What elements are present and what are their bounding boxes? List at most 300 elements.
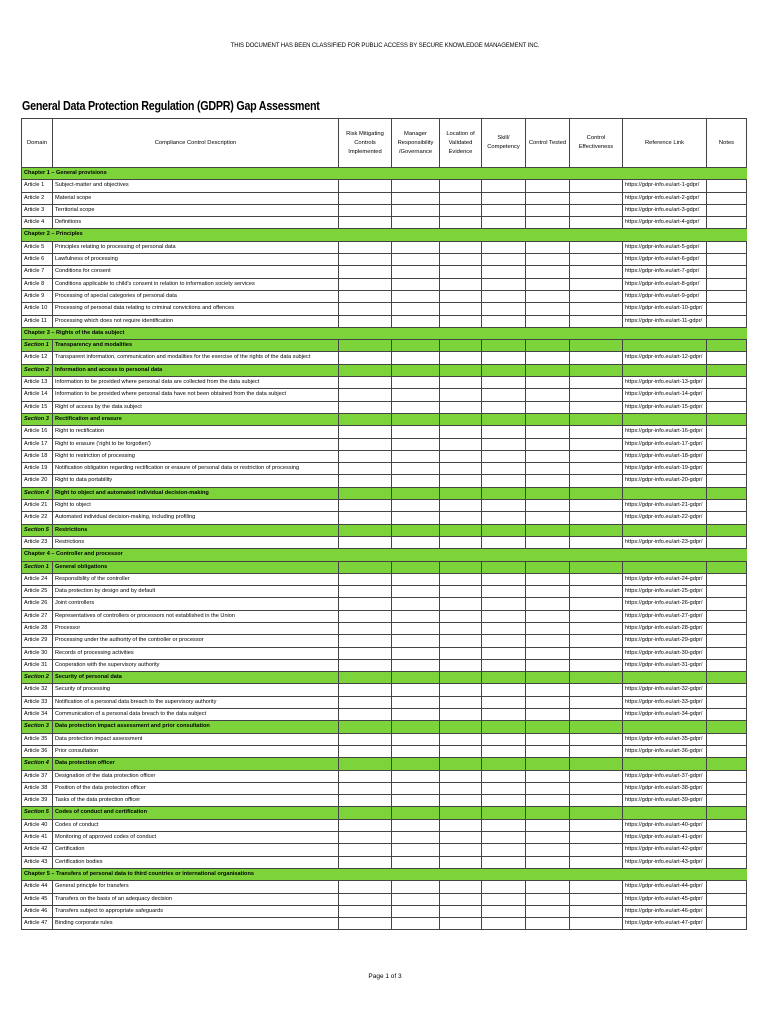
article-row bbox=[22, 450, 747, 462]
empty-cell bbox=[707, 401, 747, 413]
empty-cell bbox=[526, 524, 570, 536]
reference-link[interactable]: https://gdpr-info.eu/art-33-gdpr/ bbox=[623, 696, 707, 708]
empty-cell bbox=[339, 684, 392, 696]
article-row bbox=[22, 426, 747, 438]
empty-cell bbox=[526, 315, 570, 327]
reference-link[interactable]: https://gdpr-info.eu/art-40-gdpr/ bbox=[623, 819, 707, 831]
empty-cell bbox=[392, 758, 440, 770]
empty-cell bbox=[339, 241, 392, 253]
empty-cell bbox=[707, 832, 747, 844]
empty-cell bbox=[440, 438, 482, 450]
article-row bbox=[22, 795, 747, 807]
empty-cell bbox=[526, 340, 570, 352]
header-manager-responsibility: Manager Responsibility /Governance bbox=[392, 119, 440, 168]
reference-link[interactable]: https://gdpr-info.eu/art-26-gdpr/ bbox=[623, 598, 707, 610]
reference-link[interactable]: https://gdpr-info.eu/art-24-gdpr/ bbox=[623, 573, 707, 585]
reference-link[interactable]: https://gdpr-info.eu/art-19-gdpr/ bbox=[623, 463, 707, 475]
empty-cell bbox=[392, 586, 440, 598]
empty-cell bbox=[707, 352, 747, 364]
empty-cell bbox=[482, 450, 526, 462]
empty-cell bbox=[482, 672, 526, 684]
article-description: Communication of a personal data breach to the data subject bbox=[53, 709, 339, 721]
article-description: Notification obligation regarding rectification or erasure of personal data or restriction of processing bbox=[53, 463, 339, 475]
empty-cell bbox=[440, 745, 482, 757]
article-description: Representatives of controllers or processors not established in the Union bbox=[53, 610, 339, 622]
reference-link[interactable]: https://gdpr-info.eu/art-30-gdpr/ bbox=[623, 647, 707, 659]
empty-cell bbox=[623, 340, 707, 352]
empty-cell bbox=[339, 573, 392, 585]
empty-cell bbox=[392, 610, 440, 622]
empty-cell bbox=[482, 610, 526, 622]
reference-link[interactable]: https://gdpr-info.eu/art-32-gdpr/ bbox=[623, 684, 707, 696]
empty-cell bbox=[392, 426, 440, 438]
empty-cell bbox=[392, 401, 440, 413]
empty-cell bbox=[570, 463, 623, 475]
empty-cell bbox=[570, 696, 623, 708]
empty-cell bbox=[623, 229, 707, 241]
empty-cell bbox=[392, 856, 440, 868]
empty-cell bbox=[392, 893, 440, 905]
empty-cell bbox=[482, 795, 526, 807]
empty-cell bbox=[440, 204, 482, 216]
empty-cell bbox=[440, 893, 482, 905]
empty-cell bbox=[339, 696, 392, 708]
empty-cell bbox=[339, 475, 392, 487]
article-domain: Article 3 bbox=[22, 204, 53, 216]
empty-cell bbox=[339, 536, 392, 548]
chapter-row bbox=[22, 327, 747, 339]
article-domain: Article 29 bbox=[22, 635, 53, 647]
empty-cell bbox=[526, 795, 570, 807]
empty-cell bbox=[440, 500, 482, 512]
empty-cell bbox=[440, 352, 482, 364]
empty-cell bbox=[339, 192, 392, 204]
empty-cell bbox=[623, 524, 707, 536]
reference-link[interactable]: https://gdpr-info.eu/art-2-gdpr/ bbox=[623, 192, 707, 204]
empty-cell bbox=[440, 610, 482, 622]
empty-cell bbox=[707, 844, 747, 856]
empty-cell bbox=[440, 622, 482, 634]
article-row bbox=[22, 204, 747, 216]
article-description: Monitoring of approved codes of conduct bbox=[53, 832, 339, 844]
reference-link[interactable]: https://gdpr-info.eu/art-14-gdpr/ bbox=[623, 389, 707, 401]
document-title: General Data Protection Regulation (GDPR) Gap Assessment bbox=[22, 99, 320, 113]
empty-cell bbox=[392, 192, 440, 204]
empty-cell bbox=[707, 450, 747, 462]
empty-cell bbox=[392, 290, 440, 302]
empty-cell bbox=[707, 413, 747, 425]
empty-cell bbox=[623, 364, 707, 376]
empty-cell bbox=[440, 733, 482, 745]
reference-link[interactable]: https://gdpr-info.eu/art-11-gdpr/ bbox=[623, 315, 707, 327]
empty-cell bbox=[526, 696, 570, 708]
reference-link[interactable]: https://gdpr-info.eu/art-1-gdpr/ bbox=[623, 180, 707, 192]
empty-cell bbox=[707, 733, 747, 745]
empty-cell bbox=[526, 881, 570, 893]
empty-cell bbox=[707, 192, 747, 204]
empty-cell bbox=[482, 500, 526, 512]
article-row bbox=[22, 438, 747, 450]
section-domain: Section 5 bbox=[22, 524, 53, 536]
reference-link[interactable]: https://gdpr-info.eu/art-35-gdpr/ bbox=[623, 733, 707, 745]
empty-cell bbox=[392, 241, 440, 253]
empty-cell bbox=[440, 241, 482, 253]
empty-cell bbox=[526, 659, 570, 671]
empty-cell bbox=[707, 647, 747, 659]
chapter-row bbox=[22, 229, 747, 241]
empty-cell bbox=[392, 377, 440, 389]
empty-cell bbox=[339, 782, 392, 794]
article-domain: Article 44 bbox=[22, 881, 53, 893]
header-control-effectiveness: Control Effectiveness bbox=[570, 119, 623, 168]
empty-cell bbox=[440, 832, 482, 844]
empty-cell bbox=[392, 832, 440, 844]
empty-cell bbox=[392, 217, 440, 229]
empty-cell bbox=[707, 745, 747, 757]
empty-cell bbox=[570, 487, 623, 499]
reference-link[interactable]: https://gdpr-info.eu/art-9-gdpr/ bbox=[623, 290, 707, 302]
article-row bbox=[22, 684, 747, 696]
article-row bbox=[22, 352, 747, 364]
empty-cell bbox=[526, 463, 570, 475]
section-row bbox=[22, 807, 747, 819]
empty-cell bbox=[392, 918, 440, 930]
empty-cell bbox=[526, 733, 570, 745]
article-row bbox=[22, 573, 747, 585]
empty-cell bbox=[440, 536, 482, 548]
empty-cell bbox=[707, 438, 747, 450]
reference-link[interactable]: https://gdpr-info.eu/art-38-gdpr/ bbox=[623, 782, 707, 794]
empty-cell bbox=[623, 549, 707, 561]
empty-cell bbox=[339, 832, 392, 844]
empty-cell bbox=[392, 438, 440, 450]
empty-cell bbox=[570, 303, 623, 315]
reference-link[interactable]: https://gdpr-info.eu/art-21-gdpr/ bbox=[623, 500, 707, 512]
empty-cell bbox=[570, 389, 623, 401]
article-domain: Article 10 bbox=[22, 303, 53, 315]
empty-cell bbox=[392, 905, 440, 917]
article-description: Processing under the authority of the controller or processor bbox=[53, 635, 339, 647]
empty-cell bbox=[707, 315, 747, 327]
reference-link[interactable]: https://gdpr-info.eu/art-43-gdpr/ bbox=[623, 856, 707, 868]
reference-link[interactable]: https://gdpr-info.eu/art-20-gdpr/ bbox=[623, 475, 707, 487]
article-description: Security of processing bbox=[53, 684, 339, 696]
article-row bbox=[22, 832, 747, 844]
empty-cell bbox=[570, 598, 623, 610]
empty-cell bbox=[526, 684, 570, 696]
article-domain: Article 41 bbox=[22, 832, 53, 844]
reference-link[interactable]: https://gdpr-info.eu/art-39-gdpr/ bbox=[623, 795, 707, 807]
empty-cell bbox=[339, 598, 392, 610]
empty-cell bbox=[482, 684, 526, 696]
empty-cell bbox=[339, 315, 392, 327]
reference-link[interactable]: https://gdpr-info.eu/art-46-gdpr/ bbox=[623, 905, 707, 917]
chapter-title: Chapter 1 – General provisions bbox=[22, 168, 623, 180]
article-domain: Article 45 bbox=[22, 893, 53, 905]
empty-cell bbox=[482, 389, 526, 401]
section-domain: Section 3 bbox=[22, 721, 53, 733]
empty-cell bbox=[707, 819, 747, 831]
article-row bbox=[22, 180, 747, 192]
reference-link[interactable]: https://gdpr-info.eu/art-13-gdpr/ bbox=[623, 377, 707, 389]
empty-cell bbox=[440, 672, 482, 684]
article-description: Data protection impact assessment bbox=[53, 733, 339, 745]
article-row bbox=[22, 893, 747, 905]
reference-link[interactable]: https://gdpr-info.eu/art-15-gdpr/ bbox=[623, 401, 707, 413]
reference-link[interactable]: https://gdpr-info.eu/art-42-gdpr/ bbox=[623, 844, 707, 856]
reference-link[interactable]: https://gdpr-info.eu/art-6-gdpr/ bbox=[623, 254, 707, 266]
empty-cell bbox=[482, 204, 526, 216]
empty-cell bbox=[526, 758, 570, 770]
reference-link[interactable]: https://gdpr-info.eu/art-41-gdpr/ bbox=[623, 832, 707, 844]
empty-cell bbox=[440, 340, 482, 352]
article-description: Definitions bbox=[53, 217, 339, 229]
empty-cell bbox=[526, 586, 570, 598]
article-description: Conditions for consent bbox=[53, 266, 339, 278]
empty-cell bbox=[526, 721, 570, 733]
empty-cell bbox=[339, 500, 392, 512]
header-control-tested: Control Tested bbox=[526, 119, 570, 168]
article-row bbox=[22, 241, 747, 253]
empty-cell bbox=[440, 844, 482, 856]
empty-cell bbox=[570, 918, 623, 930]
empty-cell bbox=[482, 463, 526, 475]
empty-cell bbox=[392, 782, 440, 794]
empty-cell bbox=[707, 536, 747, 548]
article-row bbox=[22, 463, 747, 475]
empty-cell bbox=[570, 377, 623, 389]
empty-cell bbox=[526, 536, 570, 548]
empty-cell bbox=[440, 782, 482, 794]
section-domain: Section 4 bbox=[22, 758, 53, 770]
section-description: Security of personal data bbox=[53, 672, 339, 684]
empty-cell bbox=[707, 598, 747, 610]
reference-link[interactable]: https://gdpr-info.eu/art-16-gdpr/ bbox=[623, 426, 707, 438]
empty-cell bbox=[482, 377, 526, 389]
article-row bbox=[22, 278, 747, 290]
reference-link[interactable]: https://gdpr-info.eu/art-8-gdpr/ bbox=[623, 278, 707, 290]
reference-link[interactable]: https://gdpr-info.eu/art-28-gdpr/ bbox=[623, 622, 707, 634]
section-description: Information and access to personal data bbox=[53, 364, 339, 376]
reference-link[interactable]: https://gdpr-info.eu/art-4-gdpr/ bbox=[623, 217, 707, 229]
article-description: Transfers subject to appropriate safeguards bbox=[53, 905, 339, 917]
article-domain: Article 22 bbox=[22, 512, 53, 524]
empty-cell bbox=[482, 635, 526, 647]
empty-cell bbox=[482, 918, 526, 930]
empty-cell bbox=[623, 487, 707, 499]
empty-cell bbox=[526, 278, 570, 290]
article-domain: Article 39 bbox=[22, 795, 53, 807]
empty-cell bbox=[526, 426, 570, 438]
article-description: Processor bbox=[53, 622, 339, 634]
empty-cell bbox=[339, 217, 392, 229]
reference-link[interactable]: https://gdpr-info.eu/art-25-gdpr/ bbox=[623, 586, 707, 598]
article-description: Material scope bbox=[53, 192, 339, 204]
reference-link[interactable]: https://gdpr-info.eu/art-37-gdpr/ bbox=[623, 770, 707, 782]
empty-cell bbox=[570, 905, 623, 917]
reference-link[interactable]: https://gdpr-info.eu/art-18-gdpr/ bbox=[623, 450, 707, 462]
article-domain: Article 17 bbox=[22, 438, 53, 450]
article-row bbox=[22, 536, 747, 548]
empty-cell bbox=[482, 721, 526, 733]
empty-cell bbox=[482, 782, 526, 794]
reference-link[interactable]: https://gdpr-info.eu/art-23-gdpr/ bbox=[623, 536, 707, 548]
empty-cell bbox=[392, 303, 440, 315]
reference-link[interactable]: https://gdpr-info.eu/art-27-gdpr/ bbox=[623, 610, 707, 622]
empty-cell bbox=[526, 438, 570, 450]
empty-cell bbox=[339, 561, 392, 573]
article-description: Transfers on the basis of an adequacy decision bbox=[53, 893, 339, 905]
empty-cell bbox=[339, 770, 392, 782]
chapter-row bbox=[22, 868, 747, 880]
empty-cell bbox=[339, 745, 392, 757]
empty-cell bbox=[707, 340, 747, 352]
empty-cell bbox=[339, 352, 392, 364]
empty-cell bbox=[392, 598, 440, 610]
empty-cell bbox=[339, 450, 392, 462]
reference-link[interactable]: https://gdpr-info.eu/art-29-gdpr/ bbox=[623, 635, 707, 647]
empty-cell bbox=[339, 389, 392, 401]
empty-cell bbox=[707, 610, 747, 622]
reference-link[interactable]: https://gdpr-info.eu/art-7-gdpr/ bbox=[623, 266, 707, 278]
article-row bbox=[22, 290, 747, 302]
empty-cell bbox=[526, 180, 570, 192]
article-domain: Article 47 bbox=[22, 918, 53, 930]
article-domain: Article 35 bbox=[22, 733, 53, 745]
empty-cell bbox=[392, 413, 440, 425]
empty-cell bbox=[707, 770, 747, 782]
article-domain: Article 5 bbox=[22, 241, 53, 253]
article-description: Right to erasure ('right to be forgotten') bbox=[53, 438, 339, 450]
empty-cell bbox=[392, 819, 440, 831]
article-row bbox=[22, 844, 747, 856]
empty-cell bbox=[339, 659, 392, 671]
section-row bbox=[22, 413, 747, 425]
article-row bbox=[22, 856, 747, 868]
empty-cell bbox=[482, 844, 526, 856]
article-description: Tasks of the data protection officer bbox=[53, 795, 339, 807]
empty-cell bbox=[526, 832, 570, 844]
empty-cell bbox=[440, 758, 482, 770]
empty-cell bbox=[482, 881, 526, 893]
empty-cell bbox=[392, 315, 440, 327]
empty-cell bbox=[339, 733, 392, 745]
empty-cell bbox=[570, 647, 623, 659]
article-description: Records of processing activities bbox=[53, 647, 339, 659]
empty-cell bbox=[526, 290, 570, 302]
reference-link[interactable]: https://gdpr-info.eu/art-22-gdpr/ bbox=[623, 512, 707, 524]
chapter-title: Chapter 5 – Transfers of personal data to third countries or international organisations bbox=[22, 868, 623, 880]
header-notes: Notes bbox=[707, 119, 747, 168]
empty-cell bbox=[339, 180, 392, 192]
article-description: Cooperation with the supervisory authority bbox=[53, 659, 339, 671]
chapter-title: Chapter 2 – Principles bbox=[22, 229, 623, 241]
empty-cell bbox=[570, 795, 623, 807]
header-description: Compliance Control Description bbox=[53, 119, 339, 168]
section-description: Rectification and erasure bbox=[53, 413, 339, 425]
article-domain: Article 19 bbox=[22, 463, 53, 475]
article-row bbox=[22, 918, 747, 930]
reference-link[interactable]: https://gdpr-info.eu/art-3-gdpr/ bbox=[623, 204, 707, 216]
article-row bbox=[22, 709, 747, 721]
empty-cell bbox=[440, 426, 482, 438]
article-row bbox=[22, 401, 747, 413]
empty-cell bbox=[339, 918, 392, 930]
reference-link[interactable]: https://gdpr-info.eu/art-47-gdpr/ bbox=[623, 918, 707, 930]
empty-cell bbox=[339, 377, 392, 389]
reference-link[interactable]: https://gdpr-info.eu/art-45-gdpr/ bbox=[623, 893, 707, 905]
article-row bbox=[22, 696, 747, 708]
empty-cell bbox=[339, 463, 392, 475]
article-description: Processing of personal data relating to criminal convictions and offences bbox=[53, 303, 339, 315]
article-domain: Article 38 bbox=[22, 782, 53, 794]
empty-cell bbox=[440, 254, 482, 266]
empty-cell bbox=[570, 192, 623, 204]
header-risk-mitigating: Risk Mitigating Controls Implemented bbox=[339, 119, 392, 168]
section-description: Right to object and automated individual decision-making bbox=[53, 487, 339, 499]
reference-link[interactable]: https://gdpr-info.eu/art-5-gdpr/ bbox=[623, 241, 707, 253]
empty-cell bbox=[482, 893, 526, 905]
empty-cell bbox=[440, 598, 482, 610]
reference-link[interactable]: https://gdpr-info.eu/art-31-gdpr/ bbox=[623, 659, 707, 671]
empty-cell bbox=[707, 241, 747, 253]
empty-cell bbox=[440, 217, 482, 229]
empty-cell bbox=[707, 500, 747, 512]
empty-cell bbox=[623, 168, 707, 180]
empty-cell bbox=[440, 684, 482, 696]
empty-cell bbox=[339, 807, 392, 819]
reference-link[interactable]: https://gdpr-info.eu/art-10-gdpr/ bbox=[623, 303, 707, 315]
empty-cell bbox=[440, 721, 482, 733]
empty-cell bbox=[392, 647, 440, 659]
empty-cell bbox=[482, 290, 526, 302]
empty-cell bbox=[570, 733, 623, 745]
empty-cell bbox=[440, 586, 482, 598]
empty-cell bbox=[570, 217, 623, 229]
empty-cell bbox=[570, 315, 623, 327]
empty-cell bbox=[526, 782, 570, 794]
empty-cell bbox=[707, 303, 747, 315]
empty-cell bbox=[526, 573, 570, 585]
article-domain: Article 14 bbox=[22, 389, 53, 401]
reference-link[interactable]: https://gdpr-info.eu/art-17-gdpr/ bbox=[623, 438, 707, 450]
section-description: General obligations bbox=[53, 561, 339, 573]
empty-cell bbox=[482, 696, 526, 708]
empty-cell bbox=[339, 893, 392, 905]
reference-link[interactable]: https://gdpr-info.eu/art-12-gdpr/ bbox=[623, 352, 707, 364]
article-domain: Article 33 bbox=[22, 696, 53, 708]
chapter-row bbox=[22, 549, 747, 561]
empty-cell bbox=[482, 622, 526, 634]
reference-link[interactable]: https://gdpr-info.eu/art-36-gdpr/ bbox=[623, 745, 707, 757]
section-row bbox=[22, 340, 747, 352]
reference-link[interactable]: https://gdpr-info.eu/art-34-gdpr/ bbox=[623, 709, 707, 721]
section-domain: Section 5 bbox=[22, 807, 53, 819]
empty-cell bbox=[623, 413, 707, 425]
empty-cell bbox=[392, 536, 440, 548]
empty-cell bbox=[392, 500, 440, 512]
article-description: Principles relating to processing of personal data bbox=[53, 241, 339, 253]
article-row bbox=[22, 635, 747, 647]
empty-cell bbox=[440, 377, 482, 389]
empty-cell bbox=[482, 266, 526, 278]
article-domain: Article 30 bbox=[22, 647, 53, 659]
empty-cell bbox=[707, 918, 747, 930]
reference-link[interactable]: https://gdpr-info.eu/art-44-gdpr/ bbox=[623, 881, 707, 893]
empty-cell bbox=[482, 807, 526, 819]
empty-cell bbox=[707, 377, 747, 389]
section-description: Restrictions bbox=[53, 524, 339, 536]
